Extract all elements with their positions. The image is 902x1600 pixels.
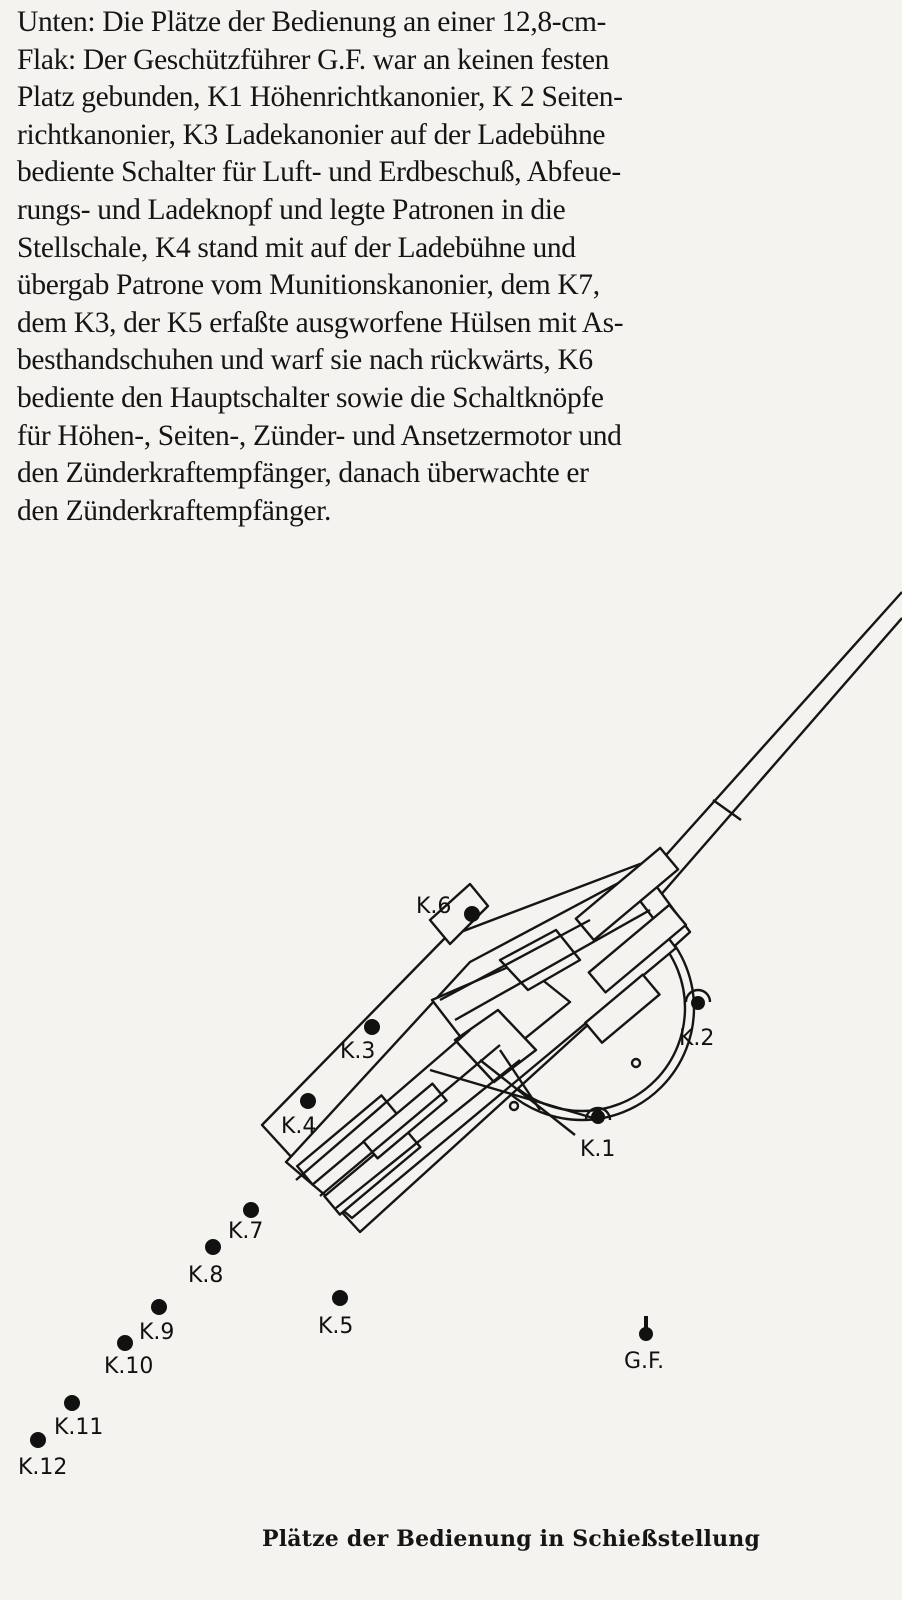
k1-label: K.1 <box>580 1137 616 1162</box>
k8-marker <box>205 1239 221 1255</box>
k10-label: K.10 <box>104 1354 154 1379</box>
k3-marker <box>364 1019 380 1035</box>
k4-label: K.4 <box>281 1114 317 1139</box>
k2-marker <box>691 996 705 1010</box>
gf-label: G.F. <box>624 1349 665 1374</box>
k11-marker <box>64 1395 80 1411</box>
k4-marker <box>300 1093 316 1109</box>
gun-carriage <box>262 848 690 1232</box>
k6-label: K.6 <box>416 894 452 919</box>
text-line: übergab Patrone vom Munitionskanonier, dem K7, <box>17 269 600 302</box>
text-line: richtkanonier, K3 Ladekanonier auf der Ladebühne <box>17 118 606 151</box>
k9-marker <box>151 1299 167 1315</box>
k5-label: K.5 <box>318 1314 354 1339</box>
k5-marker <box>332 1290 348 1306</box>
text-line: Platz gebunden, K1 Höhenrichtkanonier, K 2 Seiten- <box>17 81 623 114</box>
text-line: Unten: Die Plätze der Bedienung an einer 12,8-cm- <box>17 6 607 38</box>
caption-text <box>17 4 887 530</box>
text-line: rungs- und Ladeknopf und legte Patronen in die <box>17 193 566 226</box>
text-line: den Zünderkraftempfänger, danach überwachte er <box>17 457 589 490</box>
text-line: für Höhen-, Seiten-, Zünder- und Ansetzermotor und <box>17 419 622 452</box>
k9-label: K.9 <box>139 1320 175 1345</box>
text-line: dem K3, der K5 erfaßte ausgworfene Hülsen mit As- <box>17 306 624 339</box>
gun-crew-positions-diagram <box>0 560 902 1520</box>
k2-label: K.2 <box>679 1026 715 1051</box>
k12-marker <box>30 1432 46 1448</box>
text-line: Flak: Der Geschützführer G.F. war an keinen festen <box>17 43 610 76</box>
k3-label: K.3 <box>340 1039 376 1064</box>
k7-label: K.7 <box>228 1219 264 1244</box>
text-line: Stellschale, K4 stand mit auf der Ladebühne und <box>17 231 576 264</box>
k8-label: K.8 <box>188 1263 224 1288</box>
k1-marker <box>591 1110 605 1124</box>
text-line: bediente Schalter für Luft- und Erdbeschuß, Abfeue- <box>17 156 621 189</box>
k6-marker <box>464 906 480 922</box>
figure-title: Plätze der Bedienung in Schießstellung <box>262 1526 761 1552</box>
gun-barrel <box>635 592 902 904</box>
gf-marker-stem <box>644 1316 648 1330</box>
text-line: besthandschuhen und warf sie nach rückwärts, K6 <box>17 344 593 377</box>
text-line: bediente den Hauptschalter sowie die Schaltknöpfe <box>17 381 604 414</box>
k12-label: K.12 <box>18 1455 68 1480</box>
k11-label: K.11 <box>54 1415 104 1440</box>
k7-marker <box>243 1202 259 1218</box>
k10-marker <box>117 1335 133 1351</box>
text-line: den Zünderkraftempfänger. <box>17 494 331 527</box>
